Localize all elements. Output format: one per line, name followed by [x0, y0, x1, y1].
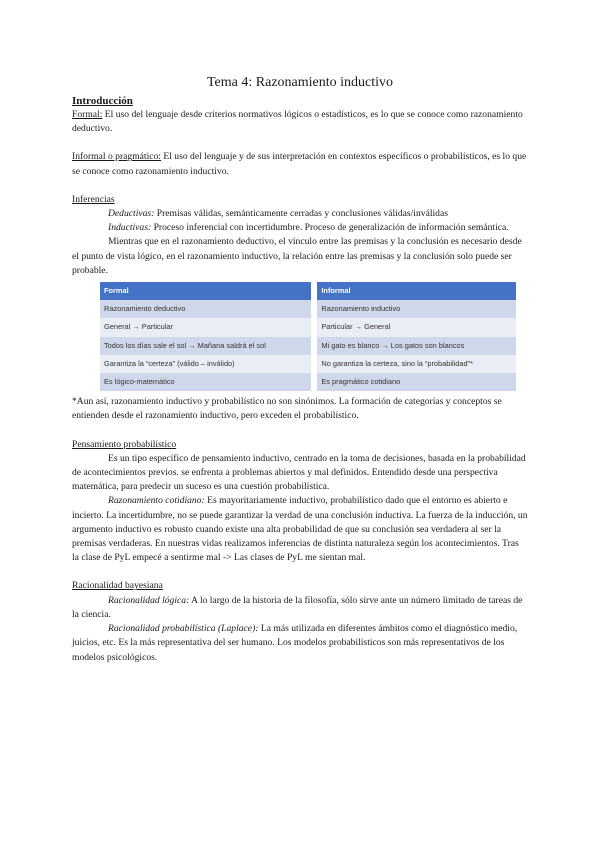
pensamiento-paragraph: Es un tipo específico de pensamiento inductivo, centrado en la toma de decisiones, basada en la probabilidad de acontecimientos previos. se enfrenta a problemas abiertos y mal definidos. Entendido desde una perspectiva matemática, para predecir un suceso es una cuestión probabilística. [72, 452, 526, 493]
table-cell: Particular → General [317, 318, 516, 336]
logica-label: Racionalidad lógica: [108, 594, 190, 606]
table-row [100, 337, 516, 355]
table-cell: Mi gato es blanco → Los gatos son blancos [317, 337, 516, 355]
cotidiano-paragraph [72, 494, 528, 565]
probabilistica-label: Racionalidad probabilística (Laplace): [108, 623, 259, 635]
inductivas-text: Proceso inferencial con incertidumbre. Proceso de generalización de información semántica. [151, 222, 509, 234]
table-row [100, 355, 516, 373]
intro-heading: Introducción [72, 95, 133, 107]
inductivas-label: Inductivas: [108, 222, 152, 234]
informal-definition [72, 150, 528, 178]
table-cell: General → Particular [100, 318, 311, 336]
table-header-informal: Informal [317, 282, 516, 300]
table-cell: Razonamiento deductivo [100, 300, 311, 318]
table-cell: Razonamiento inductivo [317, 300, 516, 318]
deductivas-line [72, 207, 528, 221]
informal-label: Informal o pragmático: [72, 151, 161, 163]
formal-definition [72, 108, 528, 136]
logica-paragraph [72, 594, 528, 622]
deductivas-text: Premisas válidas, semánticamente cerradas y conclusiones válidas/inválidas [154, 208, 448, 220]
cotidiano-label: Razonamiento cotidiano: [108, 495, 205, 507]
logica-text: A lo largo de la historia de la filosofía, sólo sirve ante un número limitado de tareas de la ciencia. [72, 594, 523, 620]
probabilistica-paragraph [72, 622, 528, 665]
table-row [100, 318, 516, 336]
comparison-table [100, 282, 516, 391]
footnote-paragraph: *Aun así, razonamiento inductivo y probabilístico no son sinónimos. La formación de categorías y conceptos se entienden desde el razonamiento inductivo, pero exceden el probabilístico. [72, 396, 502, 422]
table-header-formal: Formal [100, 282, 311, 300]
table-cell: Es lógico-matemático [100, 373, 311, 391]
inductivas-line [72, 221, 528, 235]
formal-label: Formal: [72, 109, 103, 120]
table-cell: Es pragmático cotidiano [317, 373, 516, 391]
table-cell: Todos los días sale el sol → Mañana saldrá el sol [100, 337, 311, 355]
page-title: Tema 4: Razonamiento inductivo [206, 75, 394, 90]
table-cell: Garantiza la “certeza” (válido – inválido) [100, 355, 311, 373]
racionalidad-heading: Racionalidad bayesiana [72, 580, 163, 592]
cotidiano-text: Es mayoritariamente inductivo, probabilístico dado que el entorno es abierto e incierto. La incertidumbre, no se puede garantizar la verdad de una conclusión inductiva. La fuerza de la inducción, un argumento inductivo es robusto cuando existe una alta probabilidad de que su conclusión sea verdadera al ser la premisas verdaderas. En nuestras vidas realizamos inferencias de distinta naturaleza según los acontecimientos. Tras la clase de PyL empecé a sentirme mal -> Las clases de PyL me sientan mal. [72, 495, 528, 564]
deductivas-label: Deductivas: [108, 208, 155, 220]
informal-text: El uso del lenguaje y de sus interpretación en contextos específicos o probabilísticos, es lo que se conoce como razonamiento inductivo. [72, 151, 527, 177]
table-row [100, 300, 516, 318]
table-row [100, 373, 516, 391]
inferencias-heading: Inferencias [72, 193, 115, 205]
inferencias-paragraph: Mientras que en el razonamiento deductivo, el vínculo entre las premisas y la conclusión es necesario desde el punto de vista lógico, en el razonamiento inductivo, la relación entre las premisas y la conclusión solo puede ser probable. [72, 236, 522, 276]
pensamiento-heading: Pensamiento probabilístico [72, 438, 177, 450]
formal-text: El uso del lenguaje desde criterios normativos lógicos o estadísticos, es lo que se conoce como razonamiento deductivo. [72, 109, 523, 135]
table-header-row [100, 282, 516, 300]
probabilistica-text: La más utilizada en diferentes ámbitos como el diagnóstico medio, juicios, etc. Es la más representativa del ser humano. Los modelos probabilísticos son más representativos de los modelos psicológicos. [72, 623, 518, 663]
document-page [72, 74, 528, 665]
table-cell: No garantiza la certeza, sino la “probabilidad”* [317, 355, 516, 373]
